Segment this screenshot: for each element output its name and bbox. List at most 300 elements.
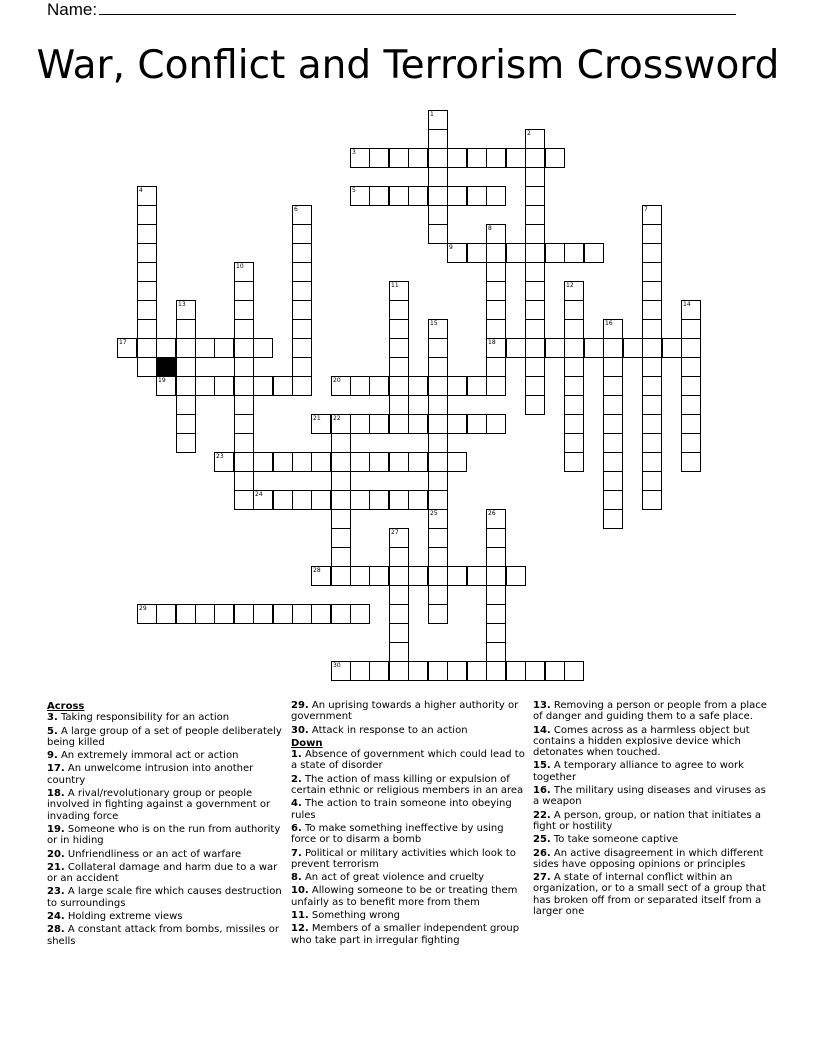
clue-item-number: 28. [47, 924, 65, 936]
grid-cell[interactable] [389, 281, 409, 301]
grid-cell[interactable] [428, 205, 448, 225]
grid-cell[interactable] [389, 148, 409, 168]
grid-cell[interactable] [428, 585, 448, 605]
clue-number: 8 [488, 225, 492, 232]
grid-cell[interactable] [292, 357, 312, 377]
grid-cell[interactable] [428, 490, 448, 510]
grid-cell[interactable] [506, 661, 526, 681]
grid-cell[interactable] [331, 604, 351, 624]
grid-cell[interactable] [642, 452, 662, 472]
grid-cell[interactable] [564, 661, 584, 681]
grid-cell[interactable] [486, 224, 506, 244]
grid-cell[interactable] [234, 490, 254, 510]
grid-cell[interactable] [331, 414, 351, 434]
grid-cell[interactable] [234, 604, 254, 624]
grid-cell[interactable] [389, 623, 409, 643]
grid-cell[interactable] [486, 623, 506, 643]
grid-cell[interactable] [642, 262, 662, 282]
grid-cell[interactable] [428, 338, 448, 358]
grid-cell[interactable] [428, 547, 448, 567]
grid-cell[interactable] [156, 604, 176, 624]
grid-cell[interactable] [486, 547, 506, 567]
clue-item-number: 27. [533, 872, 551, 884]
grid-cell[interactable] [486, 566, 506, 586]
grid-cell[interactable] [389, 604, 409, 624]
grid-cell[interactable] [603, 338, 623, 358]
clue-item-number: 5. [47, 725, 58, 737]
grid-cell[interactable] [428, 186, 448, 206]
grid-cell[interactable] [486, 509, 506, 529]
grid-cell[interactable] [642, 376, 662, 396]
grid-cell[interactable] [214, 338, 234, 358]
grid-cell[interactable] [350, 661, 370, 681]
grid-cell[interactable] [428, 471, 448, 491]
grid-cell[interactable] [273, 452, 293, 472]
clue-number: 16 [605, 320, 613, 327]
grid-cell[interactable] [292, 224, 312, 244]
clue-item-text: An uprising towards a higher authority or government [291, 700, 519, 723]
clue-number: 6 [294, 206, 298, 213]
grid-cell[interactable] [564, 319, 584, 339]
grid-cell[interactable] [176, 357, 196, 377]
grid-cell[interactable] [486, 338, 506, 358]
grid-cell[interactable] [350, 490, 370, 510]
grid-cell[interactable] [681, 300, 701, 320]
grid-cell[interactable] [292, 243, 312, 263]
clue-item-text: An active disagreement in which different sides have opposing opinions or principles [533, 847, 764, 870]
grid-cell[interactable] [467, 661, 487, 681]
grid-cell[interactable] [642, 471, 662, 491]
grid-cell[interactable] [447, 566, 467, 586]
grid-cell[interactable] [331, 661, 351, 681]
grid-cell[interactable] [545, 338, 565, 358]
grid-cell[interactable] [117, 338, 137, 358]
grid-cell[interactable] [273, 604, 293, 624]
grid-cell[interactable] [292, 452, 312, 472]
clue-item [47, 924, 283, 947]
grid-cell[interactable] [214, 604, 234, 624]
grid-cell[interactable] [214, 452, 234, 472]
grid-cell[interactable] [681, 319, 701, 339]
grid-cell[interactable] [389, 338, 409, 358]
clue-number: 23 [216, 453, 224, 460]
grid-cell[interactable] [389, 490, 409, 510]
grid-cell[interactable] [681, 414, 701, 434]
grid-cell[interactable] [486, 262, 506, 282]
grid-cell[interactable] [350, 186, 370, 206]
grid-cell[interactable] [369, 661, 389, 681]
grid-cell[interactable] [195, 338, 215, 358]
grid-cell[interactable] [408, 452, 428, 472]
grid-cell[interactable] [467, 566, 487, 586]
grid-cell[interactable] [564, 395, 584, 415]
grid-cell[interactable] [681, 452, 701, 472]
clue-number: 1 [430, 111, 434, 118]
grid-cell[interactable] [292, 281, 312, 301]
grid-cell[interactable] [447, 661, 467, 681]
clue-item-number: 10. [291, 885, 309, 897]
grid-cell[interactable] [603, 452, 623, 472]
grid-cell[interactable] [234, 395, 254, 415]
grid-cell[interactable] [234, 319, 254, 339]
grid-cell[interactable] [428, 357, 448, 377]
grid-cell[interactable] [428, 452, 448, 472]
grid-cell[interactable] [428, 129, 448, 149]
grid-cell[interactable] [137, 338, 157, 358]
grid-cell[interactable] [369, 148, 389, 168]
grid-cell[interactable] [603, 509, 623, 529]
grid-cell[interactable] [234, 471, 254, 491]
clue-item [291, 923, 527, 946]
grid-cell[interactable] [642, 395, 662, 415]
grid-cell[interactable] [447, 243, 467, 263]
grid-cell[interactable] [389, 585, 409, 605]
grid-cell[interactable] [603, 357, 623, 377]
grid-cell[interactable] [428, 224, 448, 244]
grid-cell[interactable] [525, 281, 545, 301]
grid-cell[interactable] [389, 357, 409, 377]
grid-cell[interactable] [389, 186, 409, 206]
grid-cell[interactable] [137, 319, 157, 339]
grid-cell[interactable] [564, 338, 584, 358]
grid-cell[interactable] [603, 471, 623, 491]
grid-cell[interactable] [642, 338, 662, 358]
grid-cell[interactable] [311, 566, 331, 586]
grid-cell[interactable] [467, 186, 487, 206]
grid-cell[interactable] [428, 528, 448, 548]
clue-number: 22 [333, 415, 341, 422]
grid-cell[interactable] [156, 338, 176, 358]
grid-cell[interactable] [176, 433, 196, 453]
grid-cell[interactable] [408, 376, 428, 396]
grid-cell[interactable] [350, 566, 370, 586]
grid-cell[interactable] [176, 338, 196, 358]
grid-cell[interactable] [642, 414, 662, 434]
grid-cell[interactable] [331, 490, 351, 510]
grid-cell[interactable] [486, 414, 506, 434]
grid-cell[interactable] [195, 376, 215, 396]
grid-cell[interactable] [428, 167, 448, 187]
grid-cell[interactable] [408, 490, 428, 510]
grid-cell[interactable] [428, 376, 448, 396]
grid-cell[interactable] [137, 224, 157, 244]
grid-cell[interactable] [331, 471, 351, 491]
clue-item-text: Unfriendliness or an act of warfare [64, 848, 242, 860]
grid-cell[interactable] [292, 319, 312, 339]
grid-cell[interactable] [176, 300, 196, 320]
grid-cell[interactable] [137, 262, 157, 282]
grid-cell[interactable] [195, 604, 215, 624]
grid-cell[interactable] [681, 376, 701, 396]
grid-cell[interactable] [545, 148, 565, 168]
grid-cell[interactable] [662, 338, 682, 358]
grid-cell[interactable] [311, 490, 331, 510]
grid-cell[interactable] [525, 129, 545, 149]
grid-cell[interactable] [369, 490, 389, 510]
grid-cell[interactable] [331, 547, 351, 567]
grid-cell[interactable] [234, 338, 254, 358]
grid-cell[interactable] [681, 357, 701, 377]
grid-cell[interactable] [234, 376, 254, 396]
grid-cell[interactable] [331, 433, 351, 453]
clue-item [291, 774, 527, 797]
grid-cell[interactable] [292, 262, 312, 282]
clue-item [47, 862, 283, 885]
grid-cell[interactable] [389, 395, 409, 415]
grid-cell[interactable] [234, 357, 254, 377]
grid-cell[interactable] [331, 566, 351, 586]
grid-cell[interactable] [253, 604, 273, 624]
grid-cell[interactable] [137, 300, 157, 320]
grid-cell[interactable] [408, 566, 428, 586]
grid-cell[interactable] [525, 395, 545, 415]
grid-cell[interactable] [408, 186, 428, 206]
grid-cell[interactable] [350, 604, 370, 624]
grid-cell[interactable] [428, 414, 448, 434]
grid-cell[interactable] [642, 319, 662, 339]
grid-cell[interactable] [292, 205, 312, 225]
clue-item-text: An unwelcome intrusion into another country [47, 763, 254, 786]
grid-cell[interactable] [486, 642, 506, 662]
grid-cell[interactable] [525, 338, 545, 358]
grid-cell[interactable] [331, 528, 351, 548]
grid-cell[interactable] [350, 148, 370, 168]
grid-cell[interactable] [603, 433, 623, 453]
grid-cell[interactable] [564, 357, 584, 377]
grid-cell[interactable] [525, 205, 545, 225]
grid-cell[interactable] [389, 566, 409, 586]
grid-cell[interactable] [642, 243, 662, 263]
grid-cell[interactable] [584, 243, 604, 263]
grid-cell[interactable] [428, 148, 448, 168]
grid-cell[interactable] [564, 300, 584, 320]
grid-cell[interactable] [486, 300, 506, 320]
grid-cell[interactable] [486, 186, 506, 206]
grid-cell[interactable] [428, 110, 448, 130]
grid-cell[interactable] [292, 604, 312, 624]
grid-cell[interactable] [447, 452, 467, 472]
grid-cell[interactable] [525, 661, 545, 681]
grid-cell[interactable] [234, 281, 254, 301]
grid-cell[interactable] [467, 243, 487, 263]
grid-cell[interactable] [642, 205, 662, 225]
grid-cell[interactable] [253, 338, 273, 358]
grid-cell[interactable] [408, 148, 428, 168]
grid-cell[interactable] [428, 395, 448, 415]
grid-cell[interactable] [428, 433, 448, 453]
grid-cell[interactable] [369, 414, 389, 434]
grid-cell[interactable] [642, 224, 662, 244]
grid-cell[interactable] [176, 604, 196, 624]
grid-cell[interactable] [486, 528, 506, 548]
grid-cell[interactable] [389, 642, 409, 662]
grid-cell[interactable] [331, 452, 351, 472]
grid-cell[interactable] [525, 376, 545, 396]
grid-cell[interactable] [564, 243, 584, 263]
grid-cell[interactable] [311, 414, 331, 434]
grid-cell[interactable] [525, 243, 545, 263]
grid-cell[interactable] [369, 186, 389, 206]
grid-cell[interactable] [176, 319, 196, 339]
grid-cell[interactable] [369, 376, 389, 396]
clue-item-number: 22. [533, 809, 551, 821]
grid-cell[interactable] [350, 376, 370, 396]
grid-cell[interactable] [447, 414, 467, 434]
grid-cell[interactable] [234, 452, 254, 472]
clue-item-text: Members of a smaller independent group who take part in irregular fighting [291, 923, 520, 946]
clue-number: 27 [391, 529, 399, 536]
grid-cell[interactable] [176, 376, 196, 396]
grid-cell[interactable] [389, 414, 409, 434]
grid-cell[interactable] [447, 148, 467, 168]
grid-cell[interactable] [506, 148, 526, 168]
grid-cell[interactable] [603, 414, 623, 434]
grid-cell[interactable] [156, 376, 176, 396]
grid-cell[interactable] [486, 281, 506, 301]
grid-cell[interactable] [642, 281, 662, 301]
grid-cell[interactable] [369, 452, 389, 472]
grid-cell[interactable] [389, 528, 409, 548]
grid-cell[interactable] [603, 319, 623, 339]
grid-cell[interactable] [253, 490, 273, 510]
grid-cell[interactable] [350, 414, 370, 434]
grid-cell[interactable] [564, 433, 584, 453]
grid-cell[interactable] [292, 300, 312, 320]
grid-cell[interactable] [681, 338, 701, 358]
grid-cell[interactable] [447, 376, 467, 396]
grid-cell[interactable] [176, 395, 196, 415]
grid-cell[interactable] [292, 376, 312, 396]
clue-item-text: An extremely immoral act or action [57, 750, 239, 762]
grid-cell[interactable] [350, 452, 370, 472]
grid-cell[interactable] [486, 148, 506, 168]
grid-cell[interactable] [389, 376, 409, 396]
clue-item [533, 785, 769, 808]
grid-cell[interactable] [234, 414, 254, 434]
clue-item-number: 19. [47, 823, 65, 835]
clue-item [47, 788, 283, 822]
clue-item-text: To make something ineffective by using force or to disarm a bomb [291, 822, 504, 846]
grid-cell[interactable] [525, 224, 545, 244]
grid-cell[interactable] [486, 319, 506, 339]
grid-cell[interactable] [331, 376, 351, 396]
clue-number: 30 [333, 662, 341, 669]
grid-cell[interactable] [253, 452, 273, 472]
grid-cell[interactable] [603, 395, 623, 415]
grid-cell[interactable] [331, 509, 351, 529]
grid-cell[interactable] [486, 376, 506, 396]
grid-cell[interactable] [137, 604, 157, 624]
grid-cell[interactable] [389, 547, 409, 567]
grid-cell[interactable] [623, 338, 643, 358]
grid-cell[interactable] [681, 395, 701, 415]
grid-cell[interactable] [234, 262, 254, 282]
grid-cell[interactable] [525, 167, 545, 187]
grid-cell[interactable] [428, 566, 448, 586]
grid-cell[interactable] [137, 186, 157, 206]
grid-cell[interactable] [545, 243, 565, 263]
grid-cell[interactable] [486, 585, 506, 605]
grid-cell[interactable] [564, 281, 584, 301]
grid-cell[interactable] [525, 357, 545, 377]
grid-cell[interactable] [603, 490, 623, 510]
grid-cell[interactable] [253, 376, 273, 396]
grid-cell[interactable] [545, 661, 565, 681]
grid-cell[interactable] [389, 319, 409, 339]
grid-cell[interactable] [506, 566, 526, 586]
grid-cell[interactable] [642, 490, 662, 510]
clue-item-number: 3. [47, 712, 58, 724]
grid-cell[interactable] [137, 281, 157, 301]
grid-cell[interactable] [408, 661, 428, 681]
grid-cell[interactable] [234, 300, 254, 320]
grid-cell[interactable] [467, 376, 487, 396]
grid-cell[interactable] [389, 300, 409, 320]
grid-cell[interactable] [486, 243, 506, 263]
grid-cell[interactable] [428, 319, 448, 339]
grid-cell[interactable] [311, 452, 331, 472]
grid-cell[interactable] [564, 452, 584, 472]
grid-cell[interactable] [467, 148, 487, 168]
clue-item-text: A constant attack from bombs, missiles or shells [47, 924, 279, 947]
grid-cell[interactable] [525, 148, 545, 168]
grid-cell[interactable] [564, 376, 584, 396]
grid-cell[interactable] [447, 186, 467, 206]
grid-cell[interactable] [642, 433, 662, 453]
grid-cell[interactable] [389, 661, 409, 681]
grid-cell[interactable] [681, 433, 701, 453]
grid-cell[interactable] [273, 376, 293, 396]
grid-cell[interactable] [428, 509, 448, 529]
grid-cell[interactable] [525, 319, 545, 339]
clue-item-text: A state of internal conflict within an organization, or to a small sect of a group that has broken off from or separated itself from a larger one [533, 872, 766, 918]
clue-item [47, 712, 283, 723]
grid-cell[interactable] [642, 357, 662, 377]
grid-cell[interactable] [564, 414, 584, 434]
grid-cell[interactable] [408, 414, 428, 434]
grid-cell[interactable] [311, 604, 331, 624]
grid-cell[interactable] [467, 414, 487, 434]
grid-cell[interactable] [584, 338, 604, 358]
grid-cell[interactable] [506, 338, 526, 358]
grid-cell[interactable] [506, 243, 526, 263]
grid-cell[interactable] [525, 186, 545, 206]
grid-cell[interactable] [273, 490, 293, 510]
grid-cell[interactable] [137, 205, 157, 225]
grid-cell[interactable] [486, 604, 506, 624]
grid-cell[interactable] [292, 490, 312, 510]
grid-cell[interactable] [486, 661, 506, 681]
clue-item-number: 16. [533, 785, 551, 797]
grid-cell[interactable] [137, 357, 157, 377]
grid-cell[interactable] [428, 661, 448, 681]
grid-cell[interactable] [603, 376, 623, 396]
clue-item-number: 7. [291, 847, 302, 859]
grid-cell[interactable] [525, 300, 545, 320]
grid-cell[interactable] [234, 433, 254, 453]
grid-cell[interactable] [176, 414, 196, 434]
grid-cell[interactable] [292, 338, 312, 358]
grid-cell[interactable] [137, 243, 157, 263]
clue-item-text: A large scale fire which causes destruction to surroundings [47, 886, 282, 909]
grid-cell[interactable] [525, 262, 545, 282]
grid-cell[interactable] [369, 566, 389, 586]
grid-cell[interactable] [214, 376, 234, 396]
grid-cell[interactable] [428, 604, 448, 624]
grid-cell[interactable] [389, 452, 409, 472]
grid-cell[interactable] [486, 357, 506, 377]
grid-cell[interactable] [642, 300, 662, 320]
